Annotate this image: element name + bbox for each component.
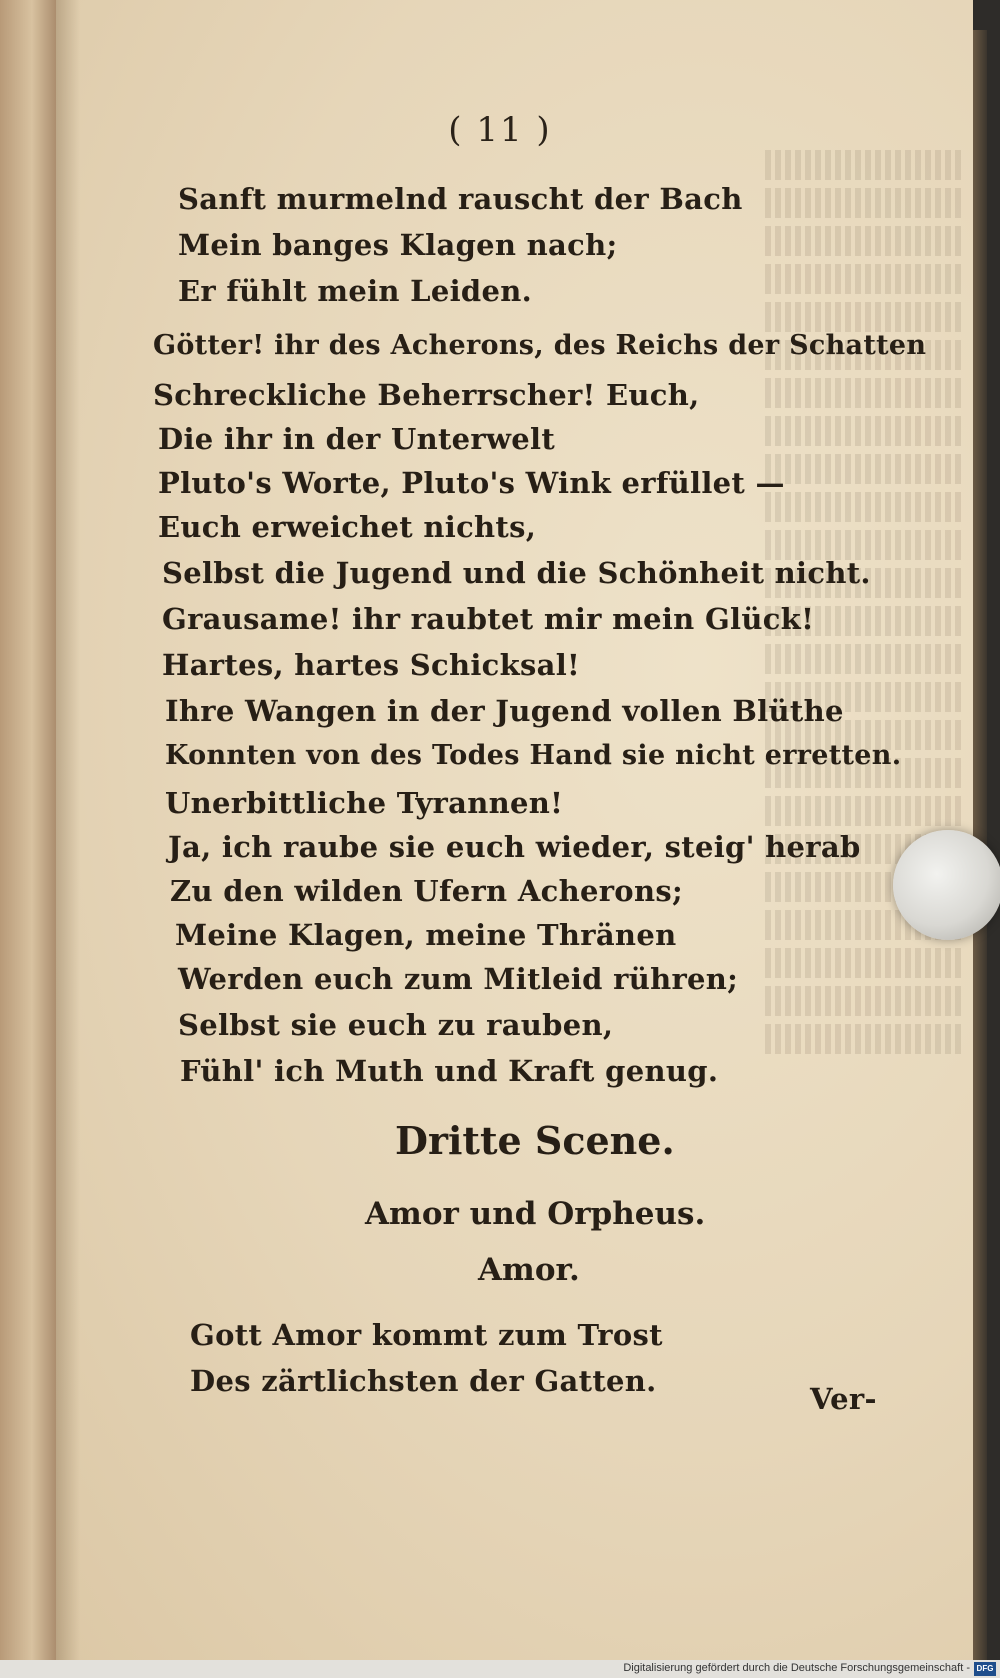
verse-line: Werden euch zum Mitleid rühren; [178,962,739,996]
verse-line: Grausame! ihr raubtet mir mein Glück! [162,602,815,636]
verse-line: Meine Klagen, meine Thränen [175,918,677,952]
verse-line: Fühl' ich Muth und Kraft genug. [180,1054,719,1088]
verse-line: Ja, ich raube sie euch wieder, steig' herab [168,830,861,864]
verse-line: Konnten von des Todes Hand sie nicht erretten. [165,740,902,771]
verse-line: Selbst sie euch zu rauben, [178,1008,614,1042]
speaker-name: Amor. [478,1252,580,1288]
verse-line: Er fühlt mein Leiden. [178,274,533,308]
page-holder-clip [893,830,1000,940]
scene-heading: Dritte Scene. [395,1118,675,1163]
facing-page-edge [0,0,58,1660]
verse-line: Sanft murmelnd rauscht der Bach [178,182,743,216]
verse-line: Götter! ihr des Acherons, des Reichs der Schatten [153,330,927,361]
verse-line: Hartes, hartes Schicksal! [162,648,581,682]
catchword: Ver- [810,1382,877,1416]
verse-line: Selbst die Jugend und die Schönheit nicht. [162,556,871,590]
verse-line: Zu den wilden Ufern Acherons; [170,874,683,908]
verse-line: Des zärtlichsten der Gatten. [190,1364,657,1398]
page-gutter-shadow [56,0,80,1660]
verse-line: Gott Amor kommt zum Trost [190,1318,663,1352]
verse-line: Pluto's Worte, Pluto's Wink erfüllet — [158,466,785,500]
scene-characters: Amor und Orpheus. [365,1196,706,1232]
funding-credit: Digitalisierung gefördert durch die Deutsche Forschungsgemeinschaft - [623,1662,970,1674]
verse-line: Unerbittliche Tyrannen! [165,786,564,820]
verse-line: Die ihr in der Unterwelt [158,422,556,456]
dfg-logo: DFG [974,1662,996,1676]
verse-line: Mein banges Klagen nach; [178,228,618,262]
page-number: ( 11 ) [448,110,552,150]
verse-line: Euch erweichet nichts, [158,510,537,544]
verse-line: Ihre Wangen in der Jugend vollen Blüthe [165,694,844,728]
verse-line: Schreckliche Beherrscher! Euch, [153,378,700,412]
